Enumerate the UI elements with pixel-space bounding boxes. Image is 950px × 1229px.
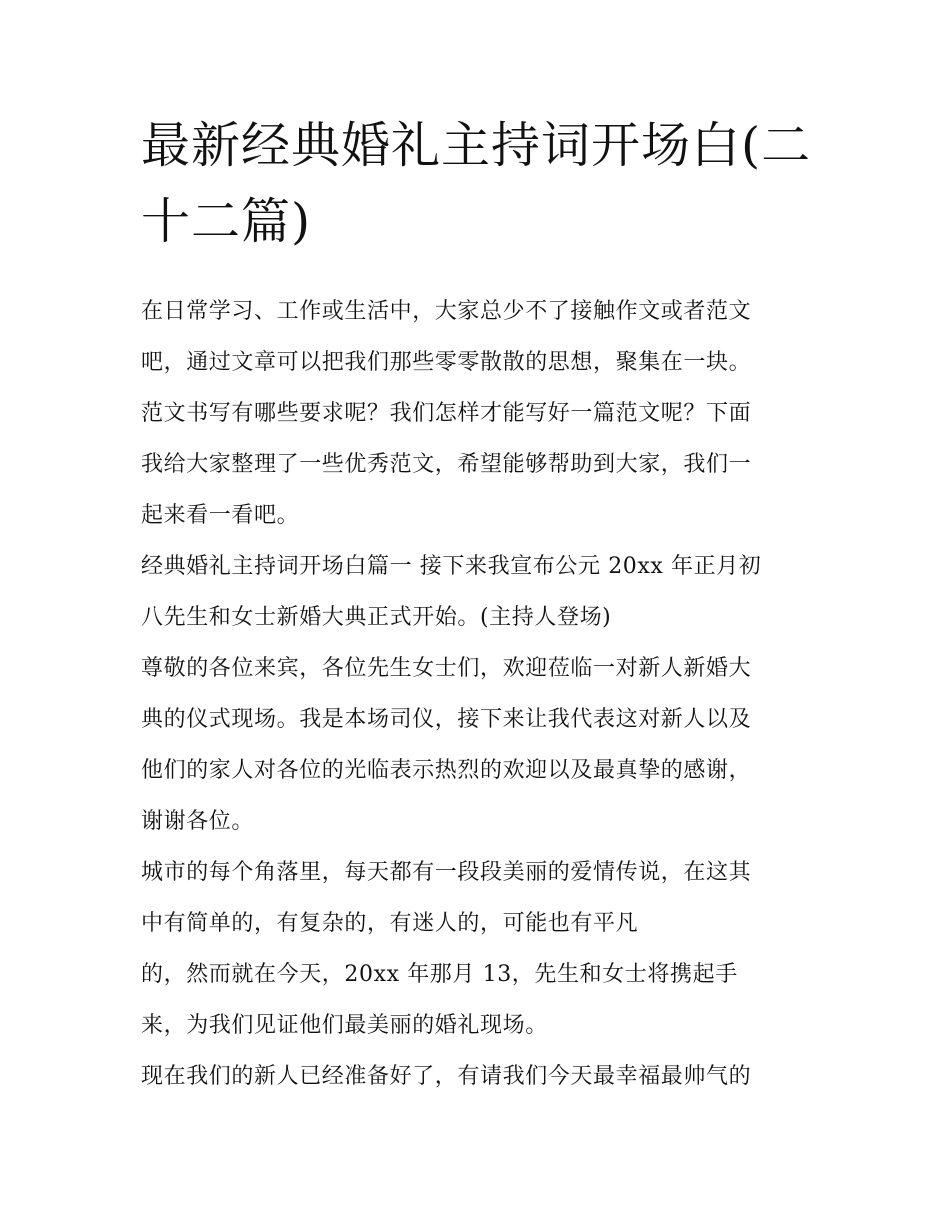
text-line: 现在我们的新人已经准备好了，有请我们今天最幸福最帅气的 [141, 1064, 752, 1089]
text-line: 谢谢各位。 [141, 809, 255, 834]
text-line: 城市的每个角落里，每天都有一段段美丽的爱情传说，在这其 [141, 860, 752, 885]
paragraph-city [141, 847, 813, 1051]
text-line: 尊敬的各位来宾，各位先生女士们，欢迎莅临一对新人新婚大 [141, 656, 752, 681]
text-line: 他们的家人对各位的光临表示热烈的欢迎以及最真挚的感谢， [141, 758, 752, 783]
title-line: 最新经典婚礼主持词开场白(二 [141, 117, 812, 174]
text-line: 经典婚礼主持词开场白篇一 接下来我宣布公元 20xx 年正月初 [141, 554, 762, 579]
document-title [141, 108, 813, 260]
title-line: 十二篇) [141, 193, 312, 250]
text-line: 中有简单的，有复杂的，有迷人的，可能也有平凡 [141, 911, 639, 936]
document-page [141, 108, 813, 1102]
text-line: 的，然而就在今天，20xx 年那月 13，先生和女士将携起手 [141, 962, 738, 987]
text-line: 范文书写有哪些要求呢？我们怎样才能写好一篇范文呢？下面 [141, 401, 752, 426]
text-line: 起来看一看吧。 [141, 503, 300, 528]
paragraph-opening [141, 541, 813, 643]
paragraph-welcome [141, 643, 813, 847]
text-line: 吧，通过文章可以把我们那些零零散散的思想，聚集在一块。 [141, 350, 752, 375]
paragraph-intro [141, 286, 813, 541]
text-line: 我给大家整理了一些优秀范文，希望能够帮助到大家，我们一 [141, 452, 752, 477]
paragraph-newlyweds [141, 1051, 813, 1102]
text-line: 来，为我们见证他们最美丽的婚礼现场。 [141, 1013, 548, 1038]
text-line: 在日常学习、工作或生活中，大家总少不了接触作文或者范文 [141, 299, 752, 324]
text-line: 典的仪式现场。我是本场司仪，接下来让我代表这对新人以及 [141, 707, 752, 732]
text-line: 八先生和女士新婚大典正式开始。(主持人登场) [141, 605, 612, 630]
